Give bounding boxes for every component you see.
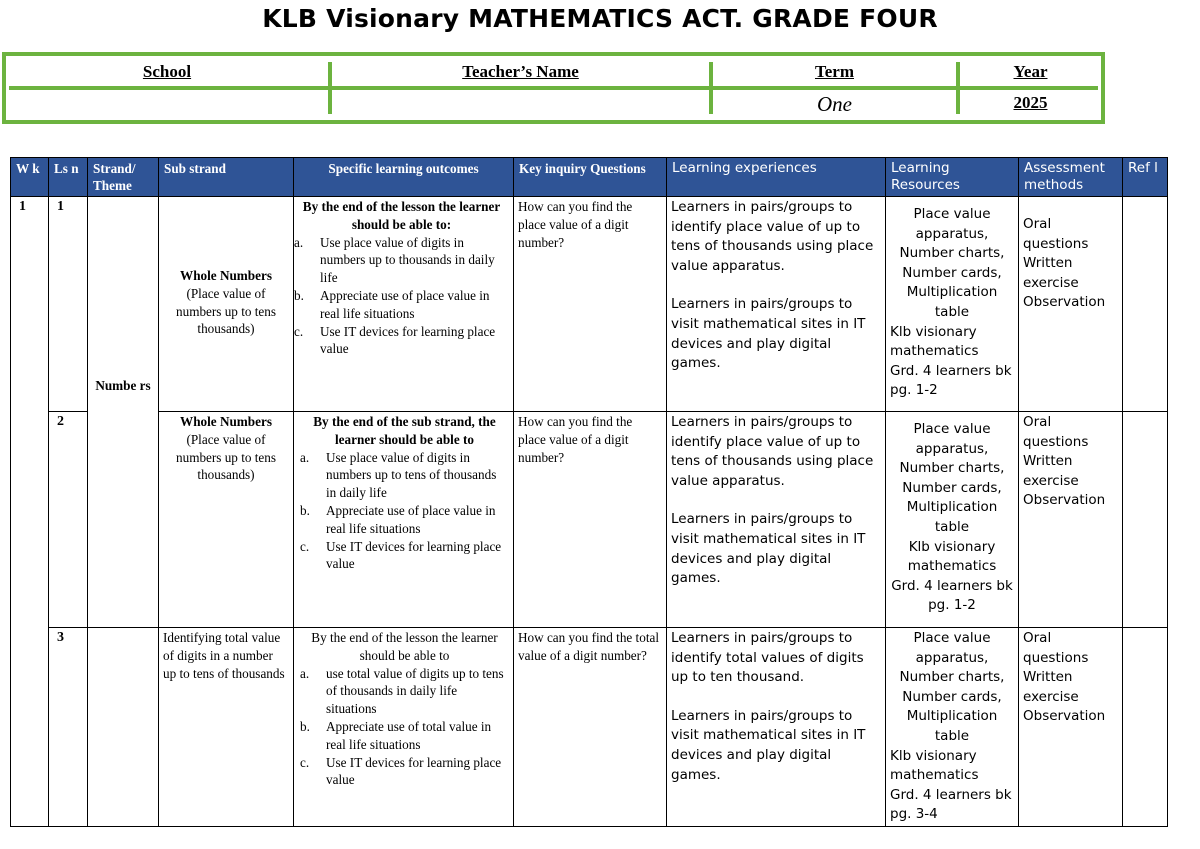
key-question-cell: How can you find the place value of a digit number? [514, 412, 667, 628]
year-value: 2025 [1013, 93, 1048, 112]
resource-item: Klb visionary mathematics [890, 747, 979, 784]
col-header-lesson: Ls n [49, 158, 88, 197]
sub-strand-cell [159, 197, 294, 412]
outcome-marker: b. [300, 502, 310, 518]
outcomes-intro: By the end of the lesson the learner should be able to: [302, 199, 501, 232]
reflection-cell [1123, 197, 1168, 412]
resource-item: Number cards, [902, 479, 1002, 496]
outcome-item [300, 502, 509, 538]
key-question-cell: How can you find the place value of a digit number? [514, 197, 667, 412]
col-header-experiences: Learning experiences [667, 158, 886, 197]
col-header-outcomes: Specific learning outcomes [294, 158, 514, 197]
lesson-cell: 3 [49, 628, 88, 827]
header-divider [9, 86, 1098, 90]
resource-item: Multiplication table [906, 499, 998, 535]
outcome-text: Appreciate use of place value in real life situations [320, 287, 490, 321]
resource-item: Multiplication table [906, 284, 998, 320]
school-label: School [142, 62, 192, 81]
experiences-cell [667, 628, 886, 827]
outcome-item [294, 287, 509, 323]
sub-strand-detail: (Place value of numbers up to tens thousands) [176, 431, 276, 483]
scheme-of-work-table [10, 157, 1168, 827]
term-label: Term [814, 62, 855, 81]
lesson-cell: 2 [49, 412, 88, 628]
col-header-resources: Learning Resources [886, 158, 1019, 197]
outcome-text: use total value of digits up to tens of thousands in daily life situations [326, 665, 504, 717]
resource-item: Multiplication table [906, 708, 998, 744]
outcome-item [300, 718, 509, 754]
lesson-cell: 1 [49, 197, 88, 412]
outcome-text: Use place value of digits in numbers up to thousands in daily life [320, 234, 495, 286]
resource-item: Place value apparatus, [913, 630, 991, 666]
sub-strand-detail: (Place value of numbers up to tens thousands) [176, 285, 276, 337]
outcomes-cell [294, 628, 514, 827]
outcomes-list [300, 449, 509, 574]
table-header-row [11, 158, 1168, 197]
experience-text: Learners in pairs/groups to identify total values of digits up to ten thousand. [671, 630, 864, 686]
school-info-header [2, 52, 1105, 124]
outcome-marker: b. [294, 287, 304, 303]
resource-item: Number cards, [902, 688, 1002, 705]
teacher-name-label: Teacher’s Name [462, 62, 579, 81]
outcomes-list [300, 665, 509, 790]
resource-item: Number charts, [899, 460, 1005, 477]
table-row [11, 412, 1168, 628]
outcome-item [300, 449, 509, 502]
resource-item: Number charts, [899, 245, 1005, 262]
outcomes-intro: By the end of the sub strand, the learner should be able to [313, 414, 496, 447]
resource-item: Klb visionary mathematics [907, 538, 997, 575]
reflection-cell [1123, 628, 1168, 827]
outcome-text: Appreciate use of place value in real life situations [326, 502, 496, 536]
col-header-week: W k [11, 158, 49, 197]
resource-item: Klb visionary mathematics [890, 323, 979, 360]
outcomes-intro: By the end of the lesson the learner should be able to [311, 630, 498, 663]
outcome-marker: a. [300, 449, 310, 465]
outcome-text: Use IT devices for learning place value [326, 538, 502, 572]
experiences-cell [667, 412, 886, 628]
strand-cell [88, 628, 159, 827]
outcome-text: Use IT devices for learning place value [320, 323, 496, 357]
experience-text: Learners in pairs/groups to visit mathematical sites in IT devices and play digital games. [671, 511, 866, 587]
key-question-cell: How can you find the total value of a digit number? [514, 628, 667, 827]
assessment-cell: Oral questions Written exercise Observation [1019, 628, 1123, 827]
strand-text: Numbe rs [95, 378, 151, 393]
outcome-marker: b. [300, 718, 310, 734]
outcomes-cell [294, 197, 514, 412]
outcome-item [300, 665, 509, 718]
resources-cell [886, 412, 1019, 628]
outcome-item [300, 538, 509, 574]
resources-cell [886, 628, 1019, 827]
assessment-cell: Oral questions Written exercise Observation [1019, 197, 1123, 412]
outcomes-list [294, 234, 509, 359]
outcome-marker: a. [294, 234, 304, 250]
resource-item: Number charts, [899, 669, 1005, 686]
experience-text: Learners in pairs/groups to visit mathematical sites in IT devices and play digital games. [671, 707, 866, 783]
resource-item: Grd. 4 learners bk pg. 3-4 [890, 786, 1012, 823]
outcome-marker: c. [300, 538, 310, 554]
week-cell: 1 [11, 197, 49, 827]
strand-cell [88, 197, 159, 628]
resource-item: Number cards, [902, 264, 1002, 281]
assessment-cell: Oral questions Written exercise Observation [1019, 412, 1123, 628]
col-header-strand: Strand/ Theme [88, 158, 159, 197]
reflection-cell [1123, 412, 1168, 628]
experience-text: Learners in pairs/groups to identify place value of up to tens of thousands using place value apparatus. [671, 199, 874, 274]
sub-strand-title: Whole Numbers [180, 268, 272, 283]
document-title: KLB Visionary MATHEMATICS ACT. GRADE FOUR [262, 4, 938, 33]
resource-item: Grd. 4 learners bk pg. 1-2 [890, 362, 1012, 399]
table-row [11, 197, 1168, 412]
outcome-text: Appreciate use of total value in real life situations [326, 718, 492, 752]
experience-text: Learners in pairs/groups to identify place value of up to tens of thousands using place value apparatus. [671, 414, 874, 489]
col-header-assessment: Assessment methods [1019, 158, 1123, 197]
experiences-cell [667, 197, 886, 412]
sub-strand-cell [159, 412, 294, 628]
resource-item: Place value apparatus, [913, 206, 991, 242]
table-row [11, 628, 1168, 827]
outcome-item [294, 323, 509, 359]
outcome-marker: c. [300, 754, 310, 770]
sub-strand-title: Identifying total value of digits in a number up to tens of thousands [163, 630, 285, 681]
col-header-key-questions: Key inquiry Questions [514, 158, 667, 197]
resources-cell [886, 197, 1019, 412]
resource-item: Grd. 4 learners bk pg. 1-2 [891, 577, 1013, 614]
outcome-item [300, 754, 509, 790]
year-label: Year [1013, 62, 1048, 81]
outcome-text: Use place value of digits in numbers up to tens of thousands in daily life [326, 449, 497, 501]
experience-text: Learners in pairs/groups to visit mathematical sites in IT devices and play digital games. [671, 296, 866, 372]
outcome-item [294, 234, 509, 287]
sub-strand-title: Whole Numbers [180, 414, 272, 429]
outcome-marker: c. [294, 323, 304, 339]
outcome-marker: a. [300, 665, 310, 681]
term-value: One [817, 92, 852, 116]
col-header-reflection: Ref l [1123, 158, 1168, 197]
sub-strand-cell [159, 628, 294, 827]
resource-item: Place value apparatus, [913, 421, 991, 457]
outcome-text: Use IT devices for learning place value [326, 754, 502, 788]
outcomes-cell [294, 412, 514, 628]
col-header-sub-strand: Sub strand [159, 158, 294, 197]
